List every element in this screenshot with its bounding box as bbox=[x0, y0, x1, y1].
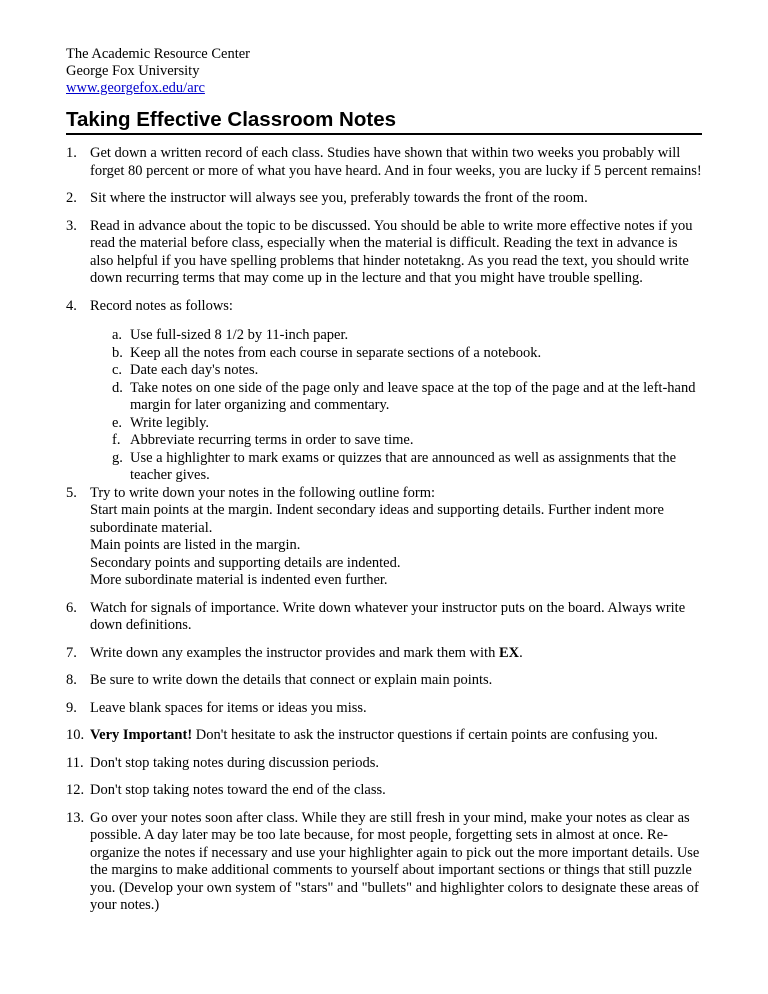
header-university: George Fox University bbox=[66, 63, 200, 79]
item-number: 11. bbox=[66, 754, 84, 771]
list-item bbox=[66, 810, 702, 915]
item-text: Don't hesitate to ask the instructor questions if certain points are confusing you. bbox=[192, 727, 658, 743]
item-text: Try to write down your notes in the following outline form: bbox=[90, 484, 436, 501]
item-text: Sit where the instructor will always see you, preferably towards the front of the room. bbox=[90, 190, 588, 206]
sub-list-item bbox=[112, 380, 702, 415]
item-number: 12. bbox=[66, 782, 85, 798]
item-number: 4. bbox=[66, 297, 77, 314]
item-text: Don't stop taking notes during discussion periods. bbox=[90, 754, 379, 771]
item-emphasis: EX bbox=[498, 644, 520, 661]
list-item bbox=[66, 672, 702, 690]
item-number: 3. bbox=[66, 217, 77, 234]
sub-list bbox=[90, 327, 702, 485]
item-number: 7. bbox=[66, 644, 77, 661]
item-text: Write down any examples the instructor provides and mark them with bbox=[90, 644, 499, 661]
list-item bbox=[66, 700, 702, 718]
arc-website-link[interactable]: www.georgefox.edu/arc bbox=[66, 80, 205, 96]
list-item bbox=[66, 218, 702, 288]
item-text: Read in advance about the topic to be discussed. You should be able to write more effective notes if you read the material before class, especially when the material is difficult. Reading the text in advance is also helpful if you have spelling problems that hinder notetakng. As you read the text, you should write down recurring terms that may come up in the lecture and that you might have trouble spelling. bbox=[90, 217, 693, 286]
item-number: 9. bbox=[66, 699, 77, 716]
sub-list-item bbox=[112, 327, 702, 345]
item-text-end: . bbox=[519, 644, 523, 661]
list-item bbox=[66, 782, 702, 800]
sub-item-letter: d. bbox=[112, 379, 123, 396]
document-page bbox=[66, 46, 702, 915]
list-item bbox=[66, 145, 702, 180]
sub-item-text: Use a highlighter to mark exams or quizzes that are announced as well as assignments that the teacher gives. bbox=[130, 449, 677, 483]
sub-item-letter: b. bbox=[112, 344, 123, 361]
list-item bbox=[66, 727, 702, 745]
list-item bbox=[66, 485, 702, 590]
list-item bbox=[66, 298, 702, 485]
sub-list-item bbox=[112, 345, 702, 363]
sub-list-item bbox=[112, 362, 702, 380]
item-text: Get down a written record of each class. Studies have shown that within two weeks you probably will forget 80 percent or more of what you have heard. And in four weeks, you are lucky if 5 percent remains! bbox=[90, 145, 702, 179]
sub-list-item bbox=[112, 415, 702, 433]
list-item bbox=[66, 190, 702, 208]
sub-item-letter: g. bbox=[112, 449, 123, 466]
sub-item-text: Take notes on one side of the page only and leave space at the top of the page and at the left-hand margin for later organizing and commentary. bbox=[130, 379, 696, 413]
item-number: 5. bbox=[66, 484, 77, 501]
header-org: The Academic Resource Center bbox=[66, 46, 250, 62]
sub-list-item bbox=[112, 432, 702, 450]
item-number: 13. bbox=[66, 809, 85, 826]
sub-item-text: Write legibly. bbox=[130, 414, 210, 431]
item-emphasis: Very Important! bbox=[90, 727, 193, 743]
outline-line: Secondary points and supporting details are indented. bbox=[90, 554, 401, 571]
outline-line: Start main points at the margin. Indent secondary ideas and supporting details. Further indent more subordinate material. bbox=[90, 502, 664, 536]
item-text: Go over your notes soon after class. While they are still fresh in your mind, make your notes as clear as possible. A day later may be too late because, for most people, forgetting sets in almost at once. Re-organize the notes if necessary and use your highlighter again to pick out the more important details. Use the margins to make additional comments to yourself about important sections or things that still puzzle you. (Develop your own system of "stars" and "bullets" and highlighter colors to designate these areas of your notes.) bbox=[90, 809, 700, 913]
item-number: 8. bbox=[66, 672, 77, 688]
sub-item-letter: a. bbox=[112, 327, 123, 343]
item-text: Don't stop taking notes toward the end of the class. bbox=[90, 782, 386, 798]
header-link-line bbox=[66, 80, 702, 97]
item-text: Watch for signals of importance. Write down whatever your instructor puts on the board. Always write down definitions. bbox=[90, 599, 686, 633]
sub-item-text: Keep all the notes from each course in separate sections of a notebook. bbox=[130, 344, 542, 361]
sub-item-text: Use full-sized 8 1/2 by 11-inch paper. bbox=[130, 327, 349, 343]
outline-line: More subordinate material is indented even further. bbox=[90, 572, 388, 588]
list-item bbox=[66, 755, 702, 773]
item-text: Record notes as follows: bbox=[90, 297, 233, 314]
page-title: Taking Effective Classroom Notes bbox=[66, 108, 702, 135]
item-number: 10. bbox=[66, 727, 85, 743]
sub-item-text: Abbreviate recurring terms in order to save time. bbox=[130, 432, 414, 448]
list-item bbox=[66, 645, 702, 663]
item-number: 6. bbox=[66, 599, 77, 616]
sub-list-item bbox=[112, 450, 702, 485]
list-item bbox=[66, 600, 702, 635]
tips-list bbox=[66, 145, 702, 915]
item-number: 2. bbox=[66, 190, 77, 206]
item-text: Leave blank spaces for items or ideas you miss. bbox=[90, 699, 367, 716]
sub-item-letter: c. bbox=[112, 362, 123, 378]
item-number: 1. bbox=[66, 145, 77, 161]
item-text: Be sure to write down the details that connect or explain main points. bbox=[90, 672, 493, 688]
sub-item-text: Date each day's notes. bbox=[130, 362, 259, 378]
sub-item-letter: e. bbox=[112, 414, 123, 431]
outline-line: Main points are listed in the margin. bbox=[90, 537, 301, 553]
sub-item-letter: f. bbox=[112, 432, 121, 448]
